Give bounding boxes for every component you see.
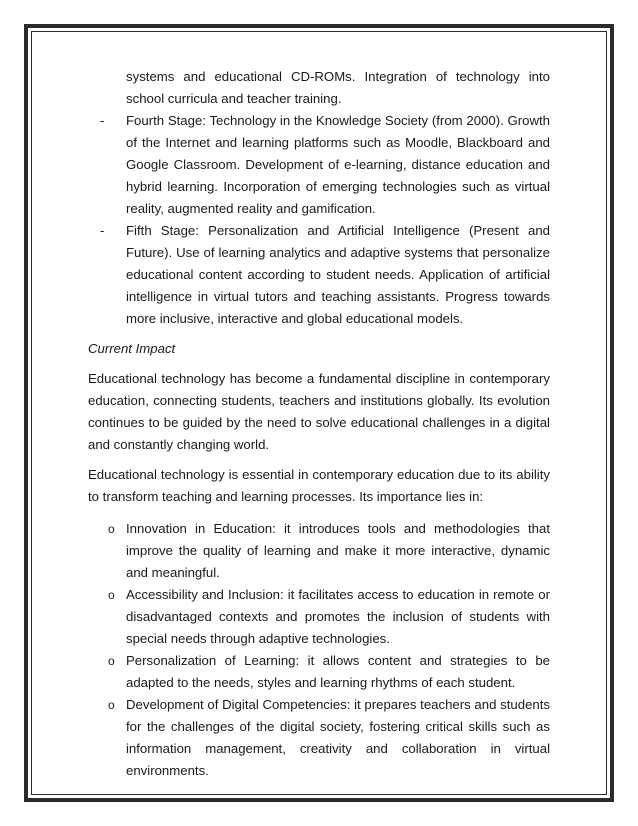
list-item-fourth-stage	[88, 110, 550, 220]
paragraph: Educational technology is essential in contemporary education due to its ability to transform teaching and learning processes. Its importance lies in:	[88, 467, 550, 504]
section-heading: Current Impact	[88, 341, 176, 356]
paragraph: Educational technology has become a fundamental discipline in contemporary education, connecting students, teachers and institutions globally. Its evolution continues to be guided by the need to solve educational challenges in a digital and constantly changing world.	[88, 371, 550, 452]
list-item-text: Accessibility and Inclusion: it facilitates access to education in remote or disadvantaged contexts and promotes the inclusion of students with special needs through adaptive technologies.	[126, 587, 550, 646]
list-item-text: Development of Digital Competencies: it prepares teachers and students for the challenges of the digital society, fostering critical skills such as information management, creativity and collaboration in virtual environments.	[126, 697, 550, 778]
list-item	[88, 650, 550, 694]
list-item	[88, 584, 550, 650]
continuation-text: systems and educational CD-ROMs. Integration of technology into school curricula and teacher training.	[126, 69, 550, 106]
list-item-text: Fourth Stage: Technology in the Knowledge Society (from 2000). Growth of the Internet and learning platforms such as Moodle, Blackboard and Google Classroom. Development of e-learning, distance education and hybrid learning. Incorporation of emerging technologies such as virtual reality, augmented reality and gamification.	[126, 113, 550, 216]
list-item-text: Personalization of Learning: it allows content and strategies to be adapted to the needs, styles and learning rhythms of each student.	[126, 653, 550, 690]
dash-marker: -	[100, 223, 105, 238]
dash-marker: -	[100, 113, 105, 128]
document-body	[88, 66, 550, 782]
list-item	[88, 518, 550, 584]
circle-bullet-icon: o	[108, 588, 115, 602]
importance-list	[88, 518, 550, 782]
list-item-text: Innovation in Education: it introduces tools and methodologies that improve the quality of learning and make it more interactive, dynamic and meaningful.	[126, 521, 550, 580]
circle-bullet-icon: o	[108, 522, 115, 536]
circle-bullet-icon: o	[108, 654, 115, 668]
stages-list	[88, 110, 550, 330]
circle-bullet-icon: o	[108, 698, 115, 712]
list-item-text: Fifth Stage: Personalization and Artificial Intelligence (Present and Future). Use of learning analytics and adaptive systems that personalize educational content according to student needs. Application of artificial intelligence in virtual tutors and teaching assistants. Progress towards more inclusive, interactive and global educational models.	[126, 223, 550, 326]
list-item	[88, 694, 550, 782]
list-item-fifth-stage	[88, 220, 550, 330]
